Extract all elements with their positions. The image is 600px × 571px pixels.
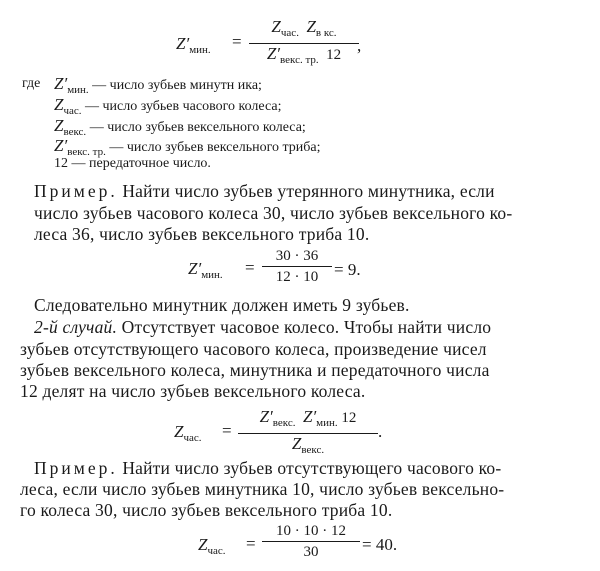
legend-intro: где	[22, 76, 41, 91]
formula1-fraction: $Z_{час.}$ $Z_{в кс.}$ $Z'_{векс. тр.}$ 12	[249, 18, 359, 69]
formula2-lhs: $Z'_{мин.}$	[188, 259, 223, 281]
legend-row: $Z'_{векс. тр.}$ — число зубьев вексельного триба;	[54, 136, 321, 158]
legend-row: $Z_{векс.}$ — число зубьев вексельного колеса;	[54, 116, 306, 138]
example2-line1: Пример. Найти число зубьев отсутствующего часового ко-	[34, 458, 502, 478]
legend-row: $Z'_{мин.}$ — число зубьев минутн ика;	[54, 74, 262, 96]
formula2-result: = 9.	[334, 260, 361, 279]
paragraph-line3: зубьев отсутствующего часового колеса, произведение чисел	[20, 339, 487, 359]
example2-line3: го колеса 30, число зубьев вексельного триба 10.	[20, 500, 393, 520]
formula4-result: = 40.	[362, 535, 398, 554]
paragraph-line4: зубьев вексельного колеса, минутника и передаточного числа	[20, 360, 490, 380]
legend-row: $Z_{час.}$ — число зубьев часового колеса;	[54, 95, 282, 117]
paragraph-line1: Следовательно минутник должен иметь 9 зубьев.	[34, 295, 410, 315]
formula3-tail: .	[378, 422, 383, 441]
equals-sign: =	[246, 534, 256, 553]
formula1-lhs: $Z'_{мин.}$	[176, 34, 211, 56]
example1-line2: число зубьев часового колеса 30, число зубьев вексельного ко-	[34, 203, 513, 223]
example1-line1: Пример. Найти число зубьев утерянного минутника, если	[34, 181, 495, 201]
equals-sign: =	[222, 421, 232, 440]
paragraph-line5: 12 делят на число зубьев вексельного колеса.	[20, 381, 366, 401]
formula2-fraction: 30 · 36 12 · 10	[262, 247, 332, 286]
legend-row: 12 — передаточное число.	[54, 156, 211, 171]
equals-sign: =	[232, 32, 242, 51]
formula3-fraction: $Z'_{векс.}$ $Z'_{мин.}$ 12 $Z_{векс.}$	[238, 408, 378, 459]
formula4-fraction: 10 · 10 · 12 30	[262, 522, 360, 561]
example1-line3: леса 36, число зубьев вексельного триба 10.	[34, 224, 370, 244]
formula3-lhs: $Z_{час.}$	[174, 422, 202, 444]
formula1-tail: ,	[357, 36, 362, 55]
paragraph-line2: 2-й случай. Отсутствует часовое колесо. Чтобы найти число	[34, 317, 492, 337]
formula4-lhs: $Z_{час.}$	[198, 535, 226, 557]
equals-sign: =	[245, 258, 255, 277]
example2-line2: леса, если число зубьев минутника 10, число зубьев вексельно-	[20, 479, 505, 499]
